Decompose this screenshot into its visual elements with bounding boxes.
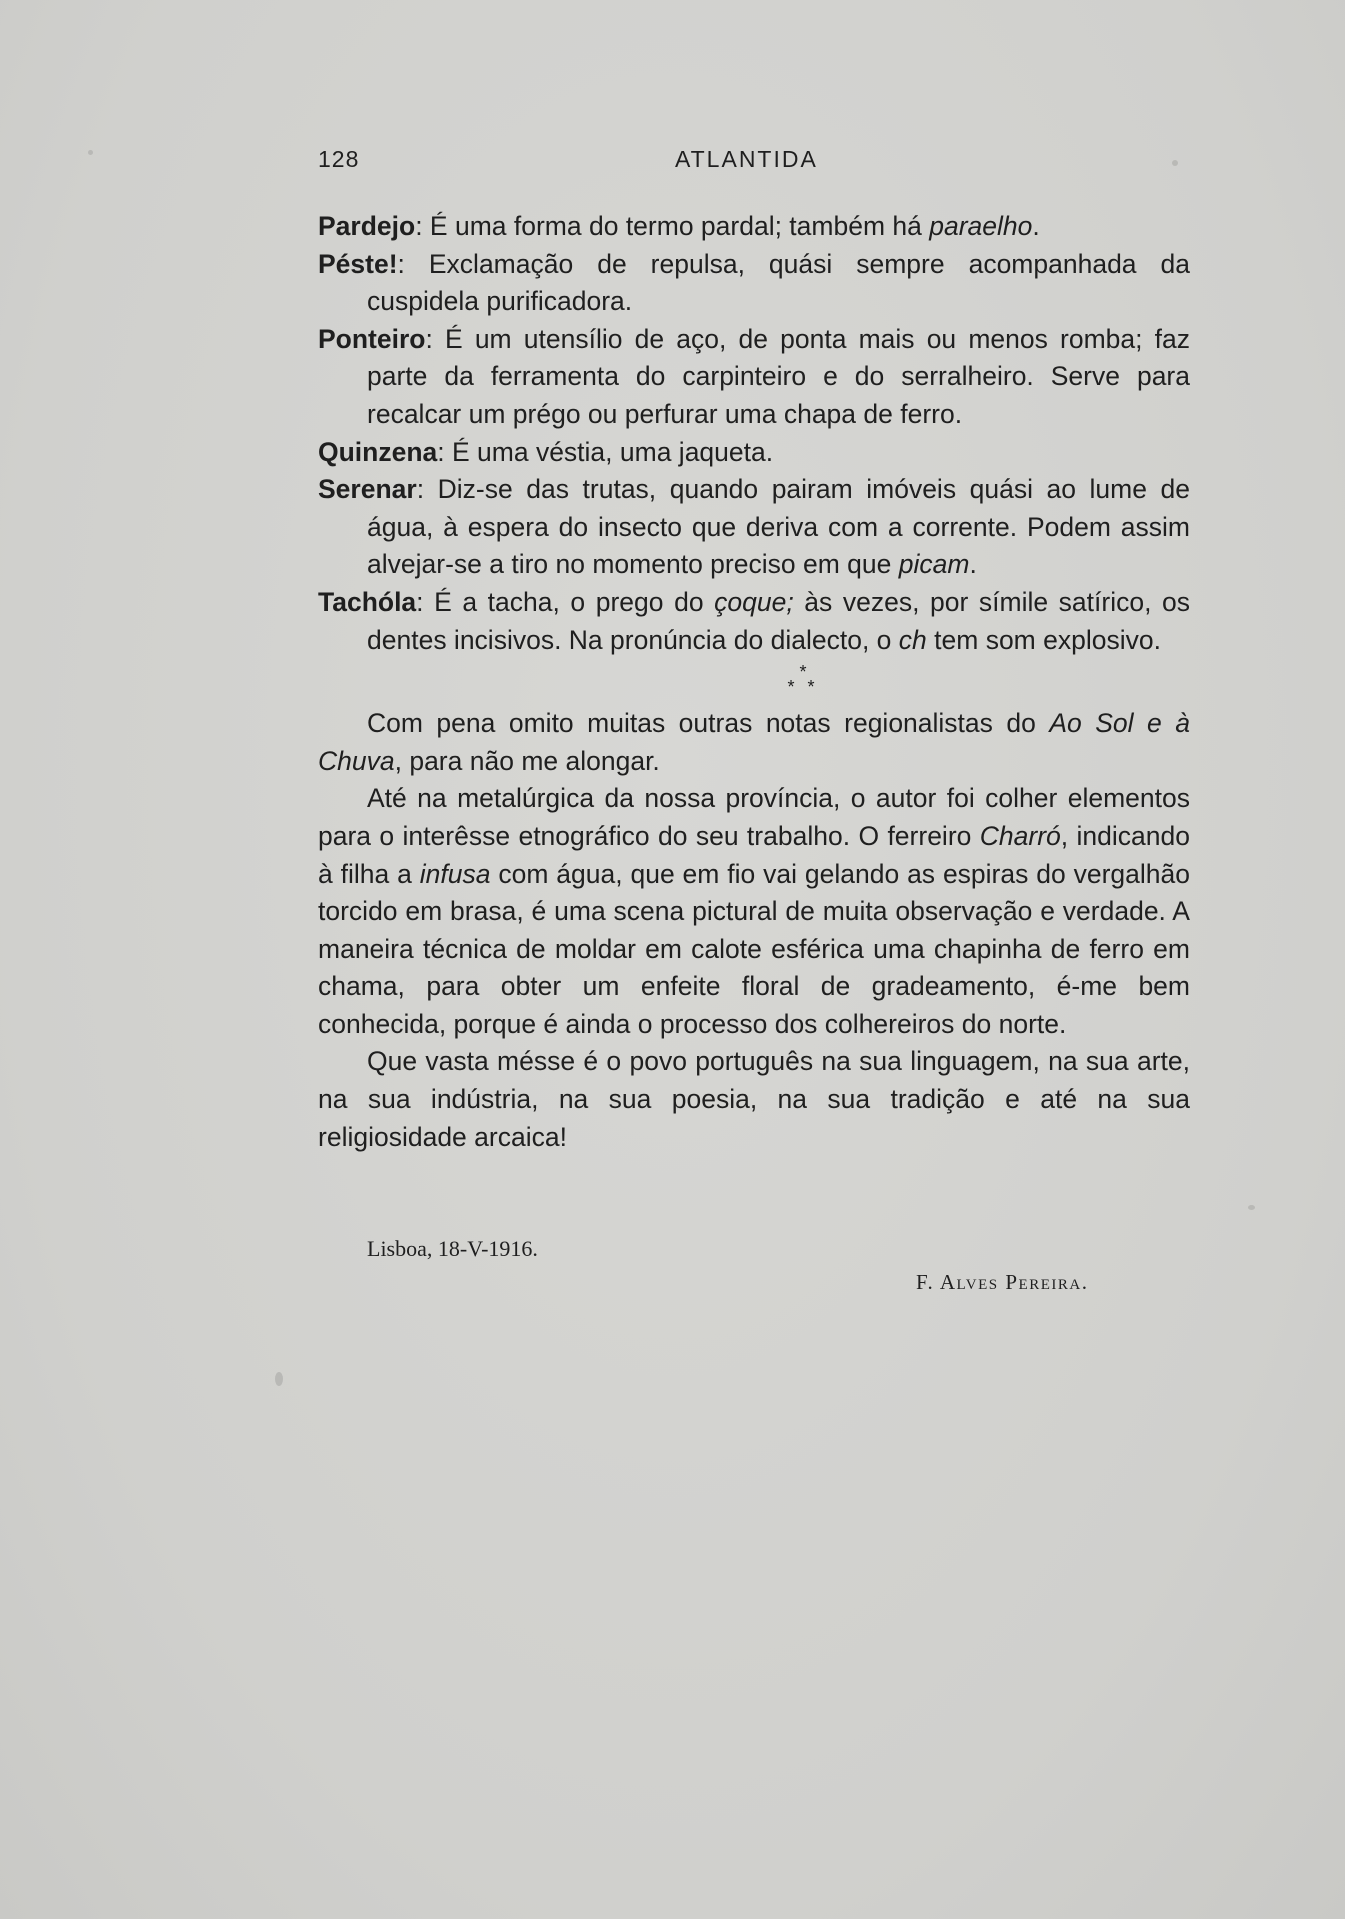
text-run: : É uma forma do termo pardal; também há [415, 211, 930, 241]
page-header [318, 146, 1148, 176]
text-run: : É um utensílio de aço, de ponta mais ou menos romba; faz parte da ferramenta do carpinteiro e do serralheiro. Serve para recalcar um prégo ou perfurar uma chapa de ferro. [367, 323, 1190, 429]
text-run: : É a tacha, o prego do [416, 586, 715, 617]
text-run: com água, que em fio vai gelando as espiras do vergalhão torcido em brasa, é uma scena pictural de muita observação e verdade. A maneira técnica de moldar em calote esférica uma chapinha de ferro em chama, para obter um enfeite floral de gradeamento, é-me bem conhecida, porque é ainda o processo dos colhereiros do norte. [318, 858, 1190, 1039]
text-run: , indicando à filha a [318, 820, 1190, 889]
glossary-entry [318, 208, 1190, 246]
paragraph [318, 1043, 1190, 1156]
glossary-list [318, 208, 1190, 659]
body-text [318, 208, 1190, 1156]
glossary-term: Pardejo [318, 211, 416, 241]
italic-text: çoque; [714, 586, 794, 617]
italic-text: Ao Sol e à Chuva [318, 708, 1190, 776]
text-run: : Diz-se das trutas, quando pairam imóveis quási ao lume de água, à espera do insecto que deriva com a corrente. Podem assim alvejar-se a tiro no momento preciso em que [367, 474, 1190, 580]
asterism-top: * [799, 662, 807, 683]
paragraph [318, 705, 1190, 780]
asterism-divider [318, 659, 1190, 705]
text-run: : É uma véstia, uma jaqueta. [437, 436, 774, 467]
text-run: Com pena omito muitas outras notas regionalistas do [367, 708, 1050, 739]
text-run: Que vasta mésse é o povo português na sua linguagem, na sua arte, na sua indústria, na sua poesia, na sua tradição e até na sua religiosidade arcaica! [318, 1046, 1190, 1152]
text-run: . [969, 549, 977, 580]
running-title: ATLANTIDA [675, 146, 818, 172]
paper-speck [275, 1372, 283, 1386]
glossary-term: Ponteiro [318, 323, 426, 354]
text-run: : Exclamação de repulsa, quási sempre acompanhada da cuspidela purificadora. [367, 248, 1190, 317]
glossary-term: Péste! [318, 248, 398, 279]
text-run: , para não me alongar. [394, 745, 660, 776]
italic-text: ch [898, 624, 927, 655]
paper-speck [1172, 160, 1178, 166]
glossary-term: Serenar [318, 474, 417, 505]
text-run: Até na metalúrgica da nossa província, o autor foi colher elementos para o interêsse etnográfico do seu trabalho. O ferreiro [318, 783, 1190, 851]
closing-paragraphs [318, 705, 1190, 1156]
text-run: tem som explosivo. [926, 624, 1161, 655]
text-run: às vezes, por símile satírico, os dentes incisivos. Na pronúncia do dialecto, o [367, 586, 1190, 655]
glossary-entry [318, 471, 1190, 584]
glossary-entry [318, 584, 1190, 659]
glossary-entry [318, 434, 1190, 472]
italic-text: infusa [419, 858, 491, 889]
signature-block [318, 1236, 1190, 1326]
glossary-entry [318, 246, 1190, 321]
dateline: Lisboa, 18-V-1916. [367, 1236, 538, 1261]
paper-speck [88, 150, 93, 155]
glossary-term: Quinzena [318, 436, 438, 467]
author-signature: F. Alves Pereira. [916, 1270, 1089, 1294]
page-number: 128 [318, 146, 360, 172]
italic-text: paraelho [929, 211, 1033, 241]
paper-speck [1248, 1205, 1255, 1210]
glossary-term: Tachóla [318, 586, 417, 617]
asterism-bottom: * * [787, 677, 819, 698]
paragraph [318, 780, 1190, 1043]
italic-text: Charró [979, 820, 1061, 851]
italic-text: picam [898, 549, 970, 580]
text-run: . [1032, 211, 1040, 241]
glossary-entry [318, 321, 1190, 434]
